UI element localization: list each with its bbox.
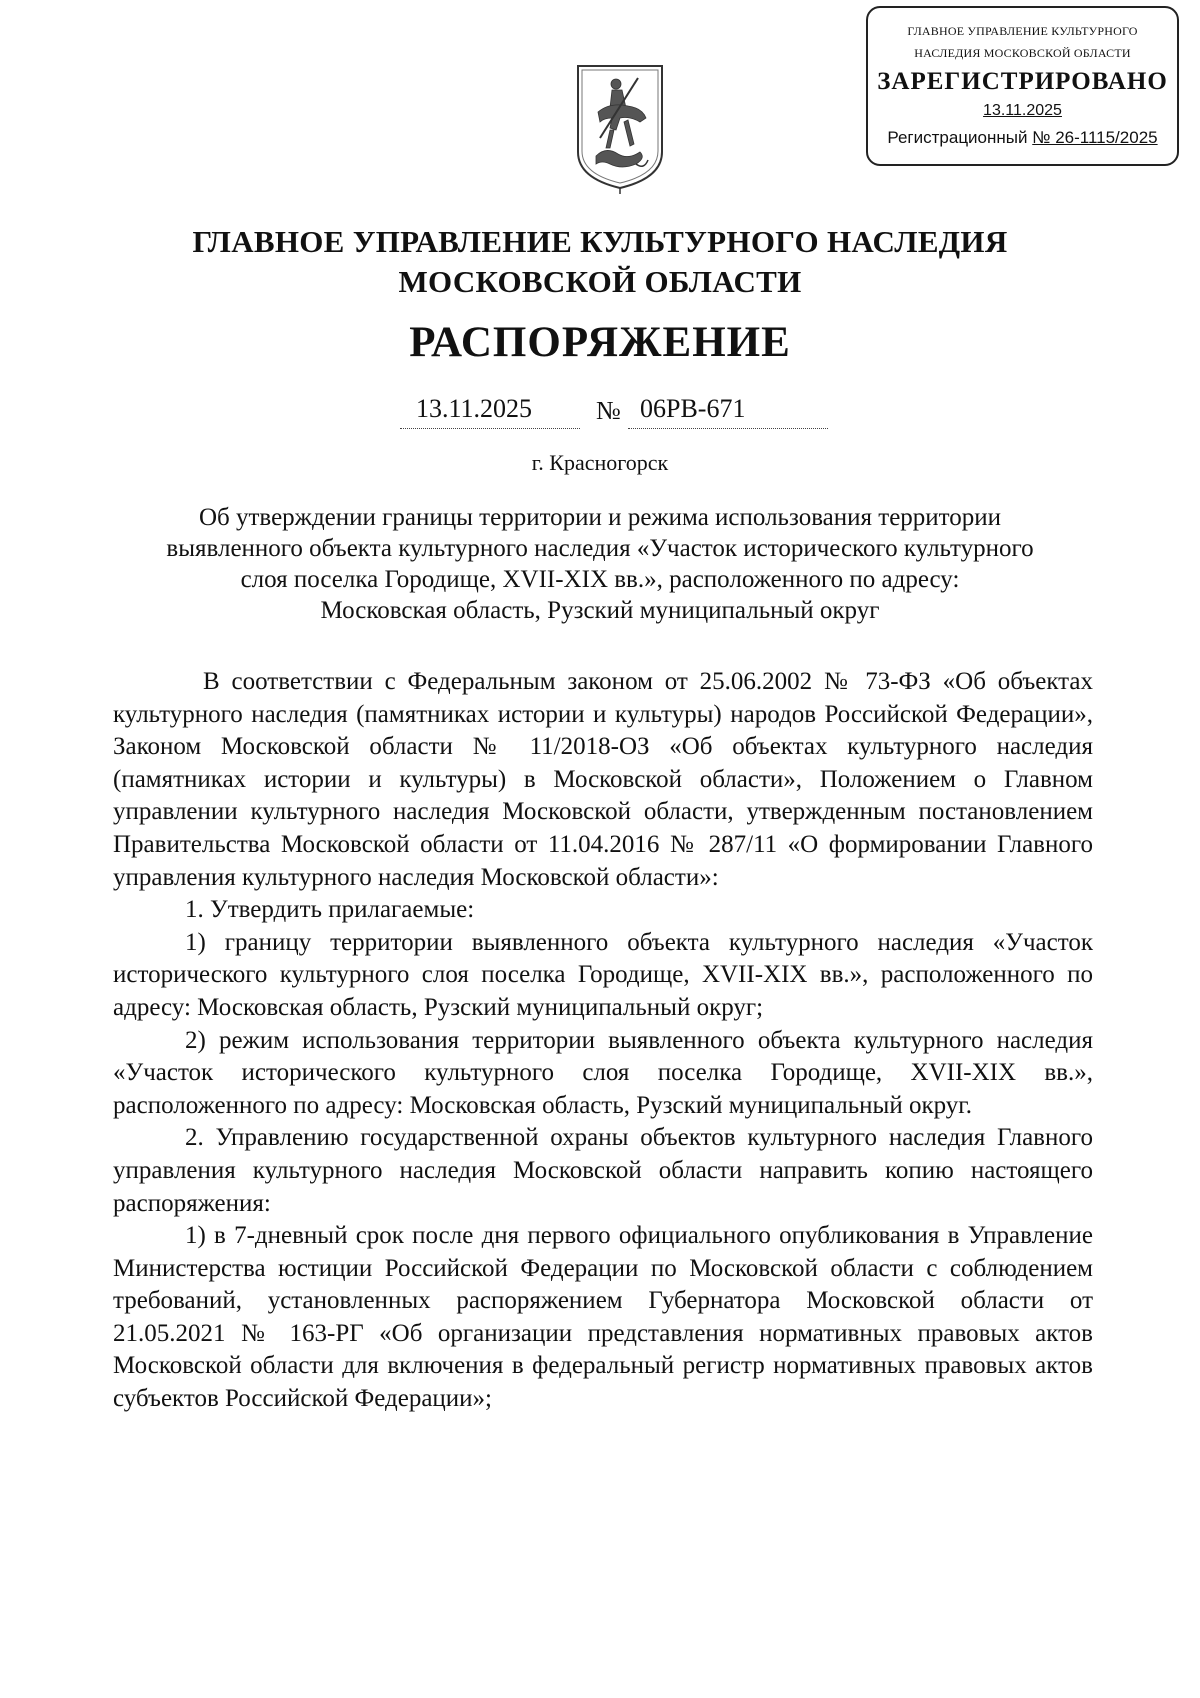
number-sign: № xyxy=(596,396,621,425)
item-1-2: 2) режим использования территории выявленного объекта культурного наследия «Участок исторического культурного слоя поселка Городище, XVII-XIX вв.», расположенного по адресу: Московская область, Рузский муниципальный округ. xyxy=(113,1026,1093,1119)
document-subject xyxy=(110,502,1090,626)
number-underline xyxy=(628,428,828,429)
document-number: 06РВ-671 xyxy=(640,394,746,423)
document-type: РАСПОРЯЖЕНИЕ xyxy=(409,319,791,366)
subject-line: Об утверждении границы территории и режима использования территории xyxy=(198,504,1002,531)
agency-name-line1: ГЛАВНОЕ УПРАВЛЕНИЕ КУЛЬТУРНОГО НАСЛЕДИЯ xyxy=(192,224,1008,259)
item-1: 1. Утвердить прилагаемые: xyxy=(185,896,475,924)
stamp-date: 13.11.2025 xyxy=(983,102,1062,119)
stamp-reg-label: Регистрационный xyxy=(887,128,1028,147)
stamp-registration-number xyxy=(872,128,1173,148)
subject-line: слоя поселка Городище, XVII-XIX вв.», расположенного по адресу: xyxy=(240,566,960,593)
item-2-1: 1) в 7-дневный срок после дня первого официального опубликования в Управление Министерства юстиции Российской Федерации по Московской области с соблюдением требований, установленных распоряжением Губернатора Московской области от 21.05.2021 № 163-РГ «Об организации представления нормативных правовых актов Московской области для включения в федеральный регистр нормативных правовых актов субъектов Российской Федерации»; xyxy=(113,1222,1093,1413)
document-city: г. Красногорск xyxy=(531,450,669,475)
document-date-number xyxy=(400,394,840,434)
preamble-paragraph: В соответствии с Федеральным законом от 25.06.2002 № 73-ФЗ «Об объектах культурного наследия (памятниках истории и культуры) народов Российской Федерации», Законом Московской области № 11/2018-ОЗ «Об объектах культурного наследия (памятниках истории и культуры) в Московской области», Положением о Главном управлении культурного наследия Московской области, утвержденным постановлением Правительства Московской области от 11.04.2016 № 287/11 «О формировании Главного управления культурного наследия Московской области»: xyxy=(113,668,1093,891)
subject-line: Московская область, Рузский муниципальный округ xyxy=(320,597,880,624)
registration-stamp xyxy=(866,6,1179,166)
stamp-status: ЗАРЕГИСТРИРОВАНО xyxy=(877,68,1168,95)
date-underline xyxy=(400,428,580,429)
stamp-reg-number: № 26-1115/2025 xyxy=(1032,128,1158,147)
agency-name xyxy=(0,222,1200,302)
subject-line: выявленного объекта культурного наследия «Участок исторического культурного xyxy=(166,535,1034,562)
document-body xyxy=(113,666,1093,1416)
document-date: 13.11.2025 xyxy=(416,394,533,423)
stamp-organization xyxy=(872,20,1173,64)
item-1-1: 1) границу территории выявленного объекта культурного наследия «Участок исторического культурного слоя поселка Городище, XVII-XIX вв.», расположенного по адресу: Московская область, Рузский муниципальный округ; xyxy=(113,928,1093,1021)
item-2: 2. Управлению государственной охраны объектов культурного наследия Главного управления культурного наследия Московской области направить копию настоящего распоряжения: xyxy=(113,1124,1093,1217)
agency-name-line2: МОСКОВСКОЙ ОБЛАСТИ xyxy=(398,264,802,299)
moscow-region-coat-of-arms-icon xyxy=(570,60,670,196)
stamp-org-line1: ГЛАВНОЕ УПРАВЛЕНИЕ КУЛЬТУРНОГО xyxy=(907,24,1138,38)
stamp-org-line2: НАСЛЕДИЯ МОСКОВСКОЙ ОБЛАСТИ xyxy=(914,46,1131,60)
